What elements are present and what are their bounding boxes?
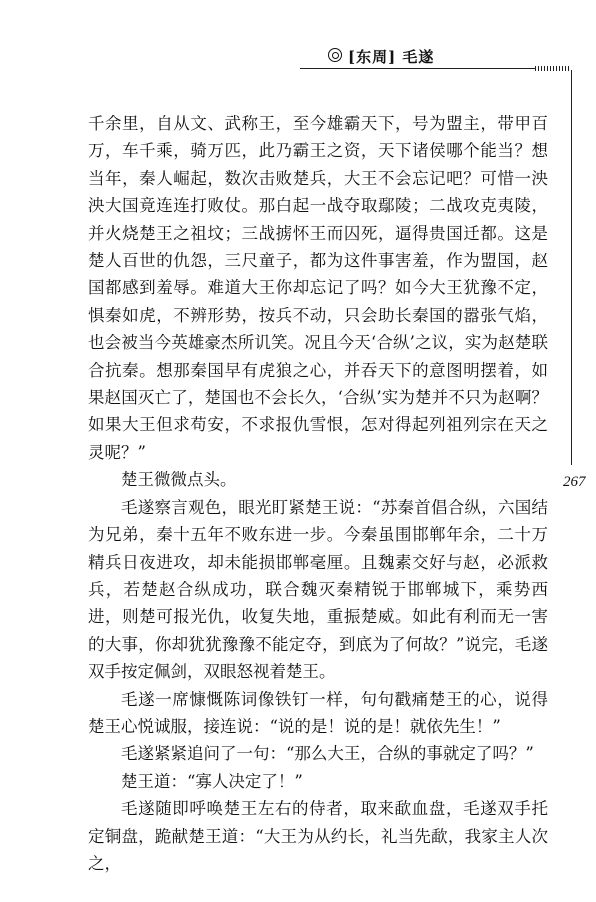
circle-icon [328,48,342,62]
paragraph: 毛遂察言观色，眼光盯紧楚王说：“苏秦首倡合纵，六国结为兄弟，秦十五年不败东进一步。今秦虽围邯郸年余，二十万精兵日夜进攻，却未能损邯郸毫厘。且魏素交好与赵，必派救兵，若楚赵合纵成功，联合魏灭秦精锐于邯郸城下，乘势西进，则楚可报光仇，收复失地，重振楚威。如此有利而无一害的大事，你却犹犹豫豫不能定夺，到底为了何故？”说完，毛遂双手按定佩剑，双眼怒视着楚王。 [88,497,548,682]
margin-rule [571,70,572,465]
header-rule [300,68,535,69]
page-number: 267 [563,474,586,490]
paragraph: 千余里，自从文、武称王，至今雄霸天下，号为盟主，带甲百万，车千乘，骑万匹，此乃霸王之资，天下诸侯哪个能当？想当年，秦人崛起，数次击败楚兵，大王不会忘记吧？可惜一泱泱大国竟连连打败仗。那白起一战夺取鄢陵；二战攻克夷陵，并火烧楚王之祖坟；三战掳怀王而囚死，逼得贵国迁都。这是楚人百世的仇怨，三尺童子，都为这件事害羞，作为盟国，赵国都感到羞辱。难道大王你却忘记了吗？如今大王犹豫不定，惧秦如虎，不辨形势，按兵不动，只会助长秦国的嚣张气焰，也会被当今英雄豪杰所讥笑。况且今天‘合纵’之议，实为赵楚联合抗秦。想那秦国早有虎狼之心，并吞天下的意图明摆着，如果赵国灭亡了，楚国也不会长久，‘合纵’实为楚并不只为赵啊？如果大王但求苟安，不求报仇雪恨，怎对得起列祖列宗在天之灵呢？” [88,114,548,462]
paragraph: 楚王道：“寡人决定了！” [121,771,303,791]
paragraph: 毛遂一席慷慨陈词像铁钉一样，句句戳痛楚王的心，说得楚王心悦诚服，接连说：“说的是！说的是！就依先生！” [88,689,548,736]
body-text [88,110,548,877]
paragraph: 楚王微微点头。 [121,470,237,490]
header-hatch-decoration [535,66,571,71]
header-title: [东周] 毛遂 [348,48,435,66]
running-header [300,44,570,74]
paragraph: 毛遂紧紧追问了一句：“那么大王，合纵的事就定了吗？” [121,744,534,764]
paragraph: 毛遂随即呼唤楚王左右的侍者，取来歃血盘，毛遂双手托定铜盘，跪献楚王道：“大王为从约长，礼当先歃，我家主人次之， [88,799,548,873]
